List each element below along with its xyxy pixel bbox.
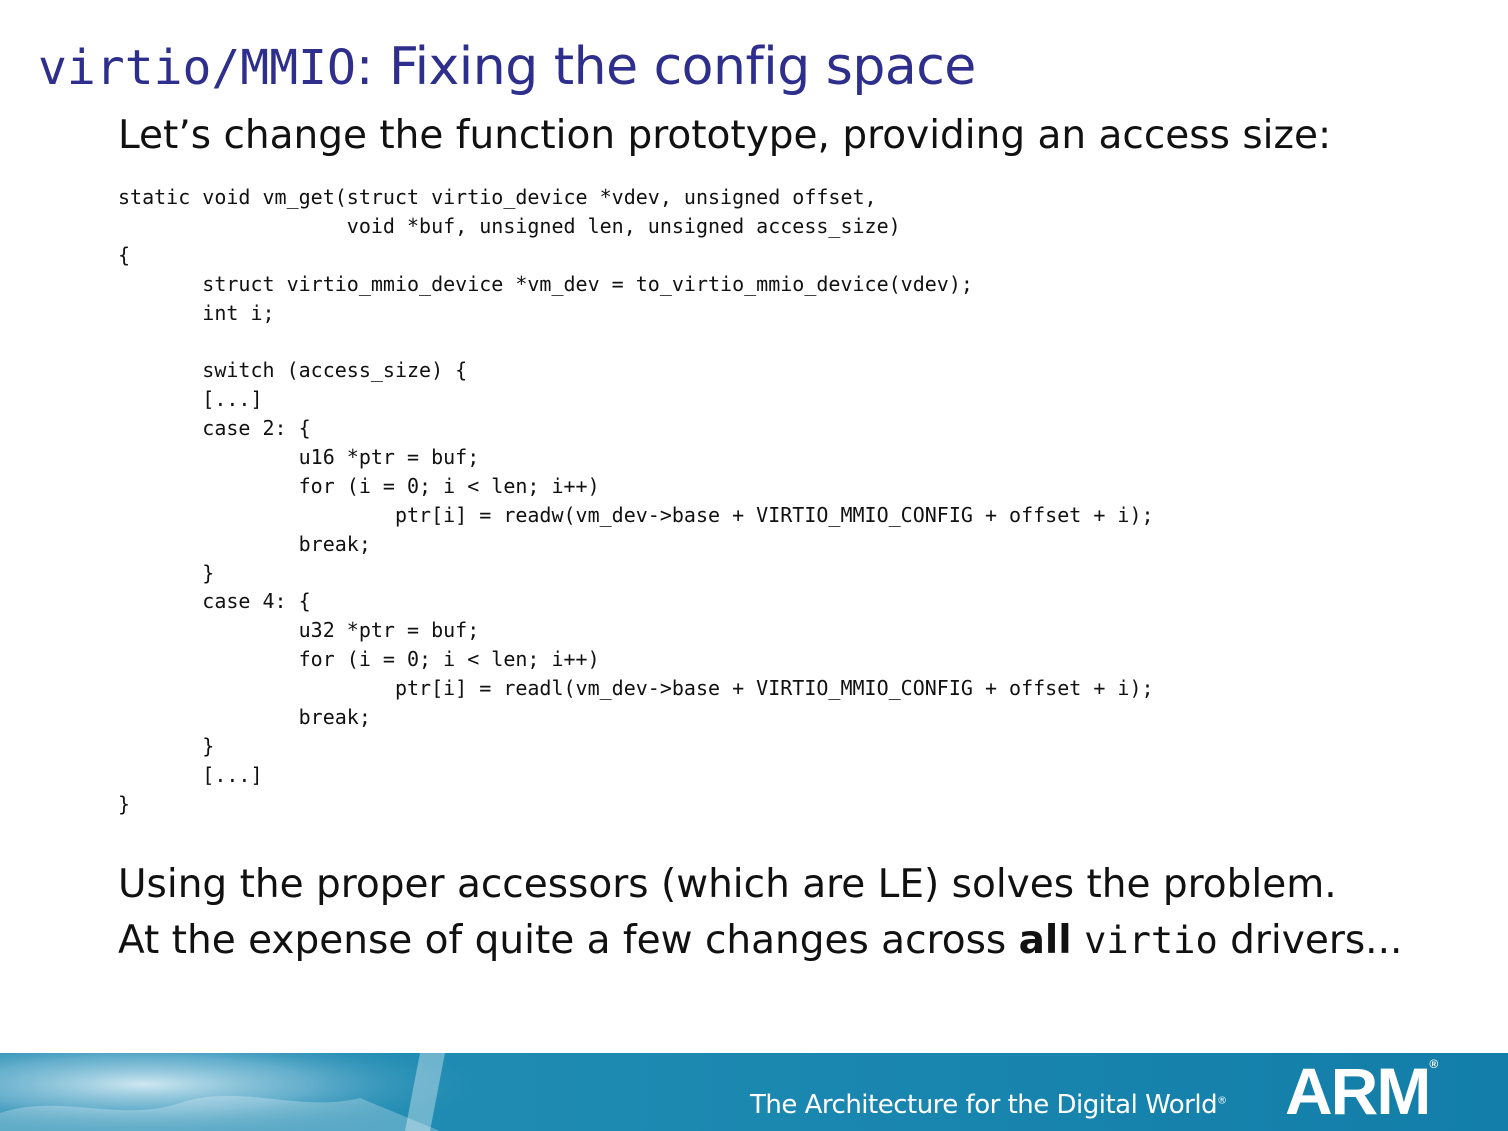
code-line: u16 *ptr = buf; bbox=[118, 445, 480, 470]
code-line: u32 *ptr = buf; bbox=[118, 618, 480, 643]
code-line: } bbox=[118, 733, 215, 758]
arm-logo-text: ARM bbox=[1285, 1054, 1430, 1128]
code-block bbox=[118, 183, 1154, 819]
code-line: break; bbox=[118, 705, 371, 730]
summary-line-1: Using the proper accessors (which are LE) solves the problem. bbox=[118, 862, 1337, 907]
code-line: } bbox=[118, 560, 215, 585]
summary-line-2-code: virtio bbox=[1084, 919, 1218, 962]
code-line: int i; bbox=[118, 300, 275, 325]
code-line: ptr[i] = readl(vm_dev->base + VIRTIO_MMIO_CONFIG + offset + i); bbox=[118, 676, 1154, 701]
code-line: ptr[i] = readw(vm_dev->base + VIRTIO_MMIO_CONFIG + offset + i); bbox=[118, 502, 1154, 527]
code-line: break; bbox=[118, 531, 371, 556]
summary-line-2-suffix: drivers... bbox=[1217, 918, 1403, 963]
summary-line-2 bbox=[118, 913, 1402, 969]
code-line bbox=[118, 327, 1154, 356]
code-line: case 4: { bbox=[118, 589, 311, 614]
slide-title-text: : Fixing the config space bbox=[355, 37, 976, 97]
code-line: case 2: { bbox=[118, 416, 311, 441]
code-line: struct virtio_mmio_device *vm_dev = to_virtio_mmio_device(vdev); bbox=[118, 271, 973, 296]
intro-text: Let’s change the function prototype, providing an access size: bbox=[118, 113, 1332, 158]
footer-tagline-mark: ® bbox=[1217, 1095, 1227, 1107]
code-line: for (i = 0; i < len; i++) bbox=[118, 473, 600, 498]
summary bbox=[118, 857, 1402, 969]
code-line: } bbox=[118, 791, 131, 816]
code-line: void *buf, unsigned len, unsigned access_size) bbox=[118, 213, 901, 238]
arm-logo-mark: ® bbox=[1429, 1057, 1437, 1071]
code-line: [...] bbox=[118, 762, 263, 787]
code-line: [...] bbox=[118, 387, 263, 412]
slide-title bbox=[38, 36, 976, 98]
footer-tagline-text: The Architecture for the Digital World bbox=[750, 1090, 1218, 1120]
code-line: switch (access_size) { bbox=[118, 358, 468, 383]
code-line: for (i = 0; i < len; i++) bbox=[118, 647, 600, 672]
slide-title-code: virtio/MMIO bbox=[38, 40, 356, 96]
globe-cloud-graphic bbox=[0, 1053, 480, 1131]
footer-tagline bbox=[750, 1090, 1227, 1120]
summary-line-2-prefix: At the expense of quite a few changes across bbox=[118, 918, 1019, 963]
summary-line-2-bold: all bbox=[1018, 918, 1072, 963]
code-line: { bbox=[118, 242, 131, 267]
code-line: static void vm_get(struct virtio_device *vdev, unsigned offset, bbox=[118, 185, 877, 209]
arm-logo bbox=[1285, 1054, 1437, 1128]
